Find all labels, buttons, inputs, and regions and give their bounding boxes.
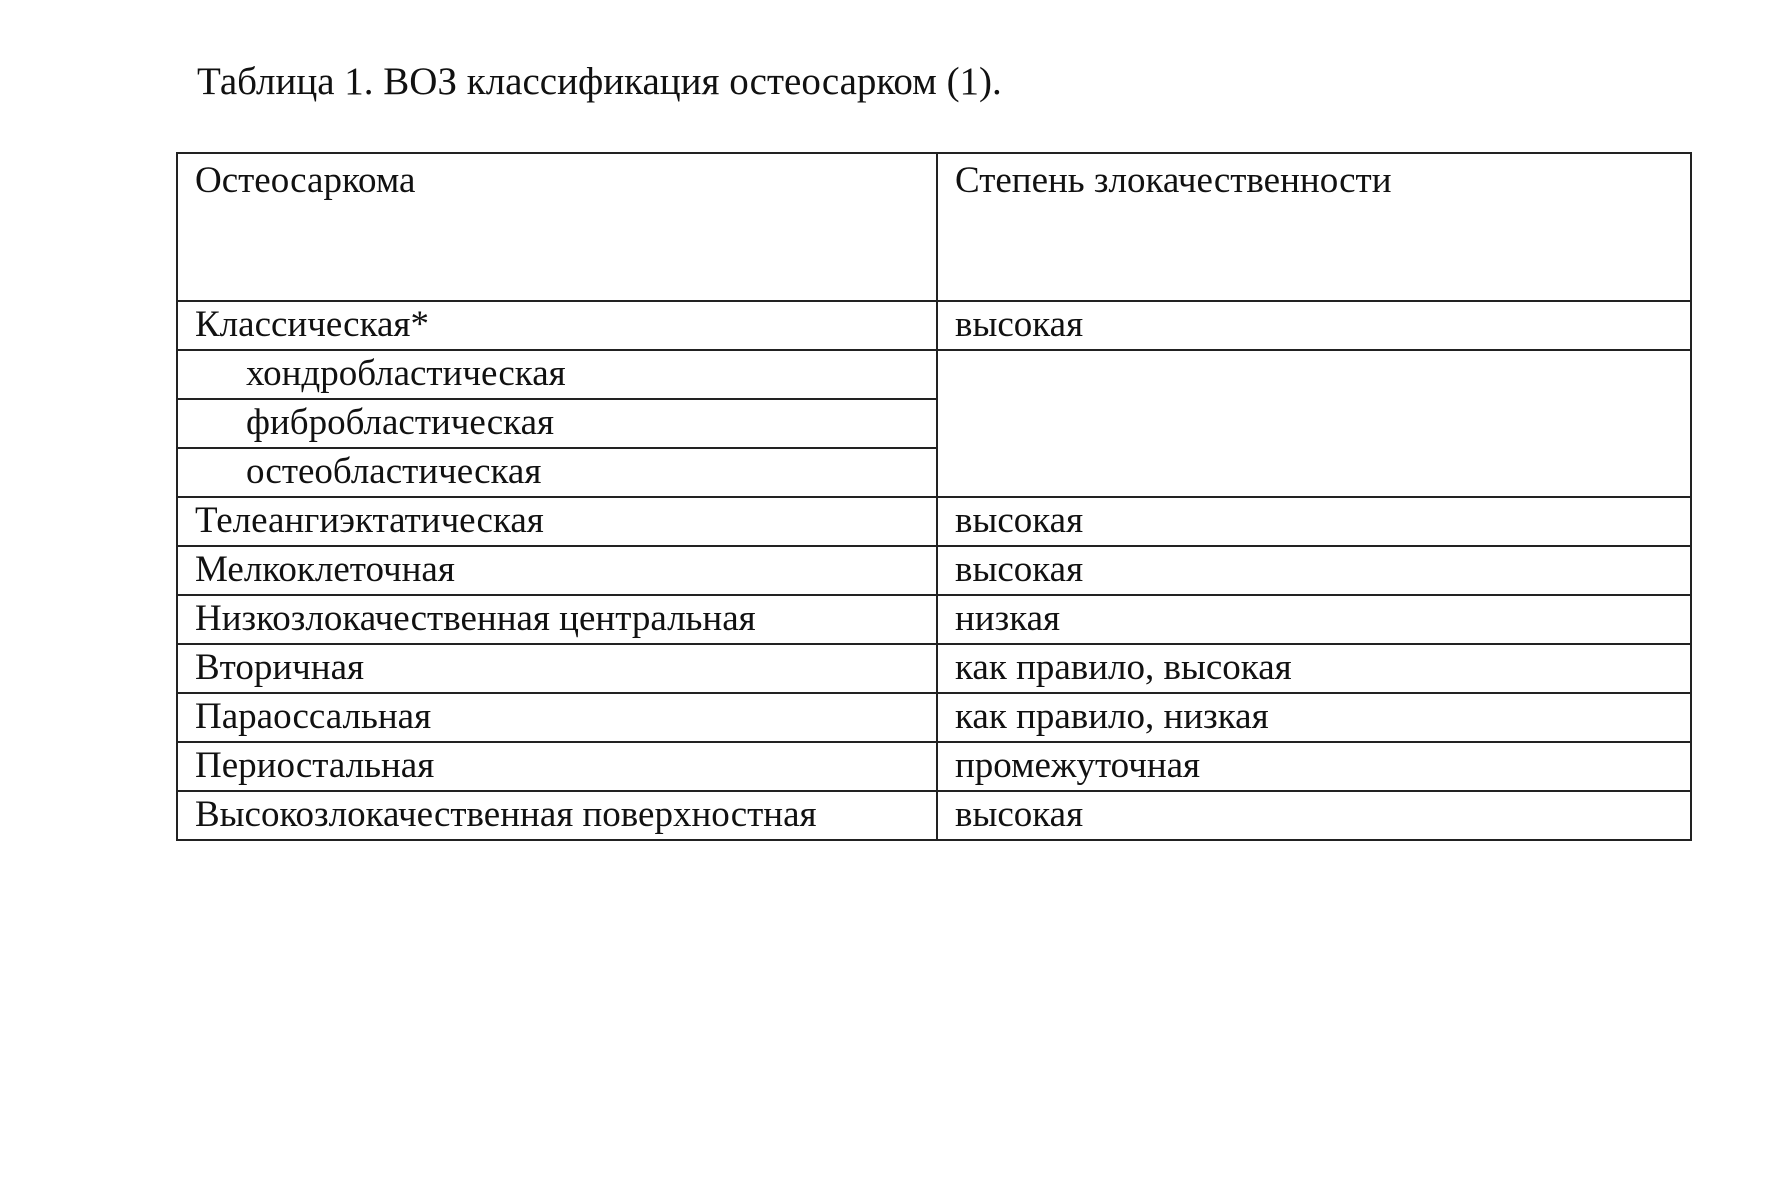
row-name: Телеангиэктатическая: [177, 497, 937, 546]
table-header-row: [177, 153, 1691, 301]
row-grade: как правило, высокая: [937, 644, 1691, 693]
row-grade: промежуточная: [937, 742, 1691, 791]
row-grade: высокая: [937, 497, 1691, 546]
row-grade: высокая: [937, 301, 1691, 350]
table-row: [177, 595, 1691, 644]
osteosarcoma-classification-table: [176, 152, 1692, 841]
row-name: Низкозлокачественная центральная: [177, 595, 937, 644]
table-caption: Таблица 1. ВОЗ классификация остеосарком (1).: [197, 60, 1002, 103]
table-row: [177, 742, 1691, 791]
row-name: Классическая*: [177, 301, 937, 350]
table-row-classic: [177, 301, 1691, 350]
row-name: Мелкоклеточная: [177, 546, 937, 595]
row-grade: низкая: [937, 595, 1691, 644]
row-name: Периостальная: [177, 742, 937, 791]
table-row: [177, 497, 1691, 546]
subtype-name: фибробластическая: [177, 399, 937, 448]
table-row: [177, 791, 1691, 840]
subtype-name: остеобластическая: [177, 448, 937, 497]
row-grade: высокая: [937, 546, 1691, 595]
table-row: [177, 693, 1691, 742]
row-grade: как правило, низкая: [937, 693, 1691, 742]
header-osteosarcoma: Остеосаркома: [177, 153, 937, 301]
table-row: [177, 644, 1691, 693]
table-row: [177, 546, 1691, 595]
table-row-subtype: [177, 350, 1691, 399]
header-malignancy-grade: Степень злокачественности: [937, 153, 1691, 301]
row-grade: высокая: [937, 791, 1691, 840]
subtype-name: хондробластическая: [177, 350, 937, 399]
row-name: Вторичная: [177, 644, 937, 693]
subtype-grade-empty: [937, 350, 1691, 497]
row-name: Параоссальная: [177, 693, 937, 742]
row-name: Высокозлокачественная поверхностная: [177, 791, 937, 840]
